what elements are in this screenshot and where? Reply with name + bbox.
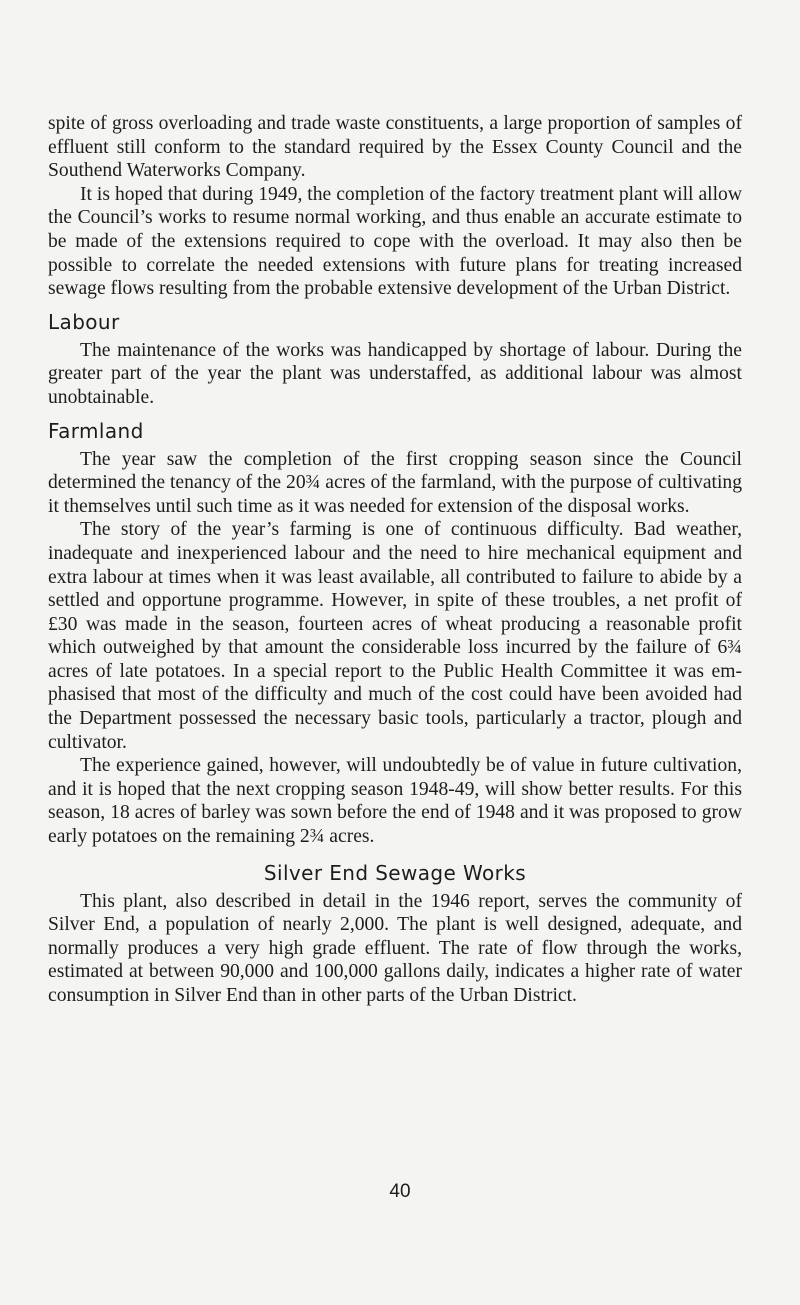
farmland-heading: Farmland: [48, 418, 144, 443]
page-body: [48, 112, 742, 1008]
hope-paragraph: It is hoped that during 1949, the completion of the factory treatment plant will allow the Council’s works to resume normal working, and thus enable an accurate estimate to be made of the extensions required to cope with the overload. It may also then be possible to correlate the needed extensions with future plans for treating increased sewage flows resulting from the probable extensive development of the Urban District.: [48, 183, 742, 300]
labour-heading: Labour: [48, 309, 120, 334]
farmland-paragraph-2: The story of the year’s farming is one of continuous difficulty. Bad weather, inadequate and inexperienced labour and the need to hire mechanical equipment and extra labour at times when it was least available, all contributed to failure to abide by a settled and opportune programme. However, in spite of these troubles, a net profit of £30 was made in the season, fourteen acres of wheat producing a reasonable profit which outweighed by that amount the considerable loss incurred by the failure of 6¾ acres of late potatoes. In a special report to the Public Health Committee it was emphasised that most of the difficulty and much of the cost could have been avoided had the Department possessed the necessary basic tools, particularly a tractor, plough and cultivator.: [48, 519, 742, 753]
farmland-paragraph-1: The year saw the completion of the first cropping season since the Council determined the tenancy of the 20¾ acres of the farmland, with the purpose of cultivating it themselves until such time as it was needed for extension of the disposal works.: [48, 448, 742, 517]
silver-end-heading: Silver End Sewage Works: [263, 860, 527, 885]
silver-end-paragraph: This plant, also described in detail in the 1946 report, serves the community of Silver End, a population of nearly 2,000. The plant is well designed, adequate, and normally produces a very high grade effluent. The rate of flow through the works, estimated at between 90,000 and 100,000 gallons daily, indicates a higher rate of water consumption in Silver End than in other parts of the Urban District.: [48, 890, 742, 1006]
labour-paragraph: The maintenance of the works was handicapped by shortage of labour. During the greater part of the year the plant was understaffed, as additional labour was almost unobtainable.: [48, 339, 742, 408]
intro-paragraph: spite of gross overloading and trade waste constituents, a large proportion of samples of effluent still conform to the standard required by the Essex County Council and the Southend Waterworks Company.: [48, 113, 742, 182]
page-number: 40: [389, 1181, 411, 1202]
farmland-paragraph-3: The experience gained, however, will undoubtedly be of value in future cultivation, and it is hoped that the next cropping season 1948-49, will show better results. For this season, 18 acres of barley was sown before the end of 1948 and it was proposed to grow early potatoes on the remaining 2¾ acres.: [48, 755, 742, 848]
